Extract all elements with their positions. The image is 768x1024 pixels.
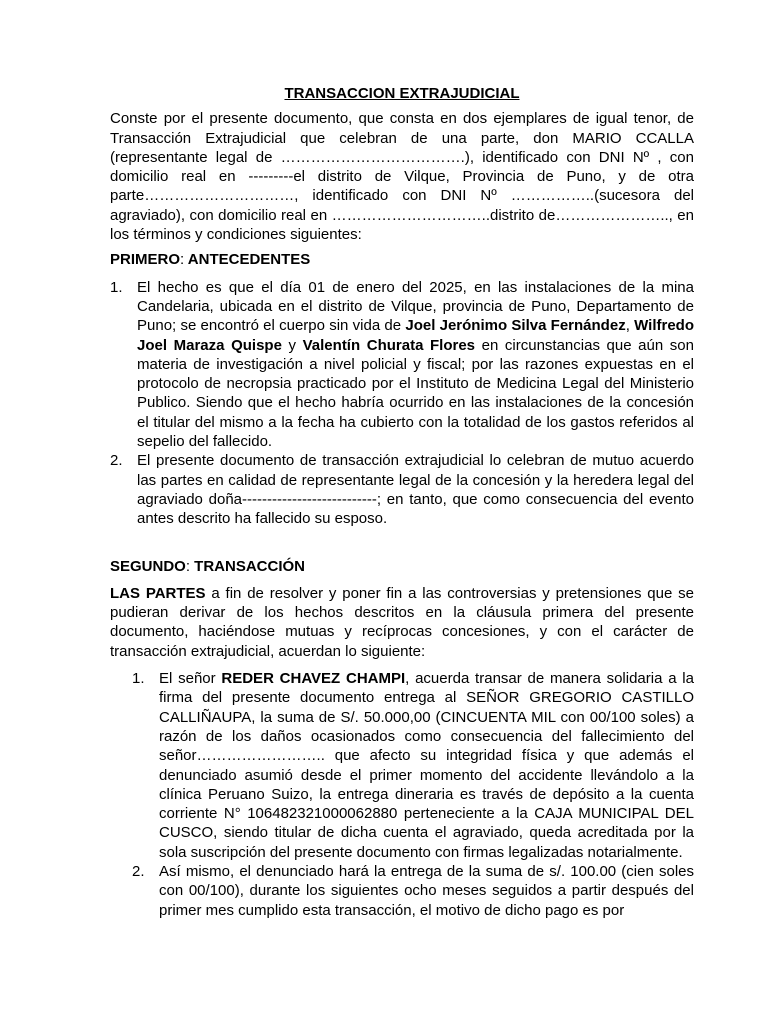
primero-item-1-text-a: El hecho es que el día 01 de enero del 2025, en las instalaciones de la mina Candelaria, ubicada en el distrito de Vilque, provincia de Puno, Departamento de Puno; se encontró el cuerpo sin vida de: [137, 278, 694, 335]
document-title: TRANSACCION EXTRAJUDICIAL: [284, 85, 520, 102]
primero-item-1-text-c: y: [281, 336, 303, 354]
las-partes-label: LAS PARTES: [110, 584, 206, 602]
list-number: 1.: [132, 670, 145, 688]
list-number: 1.: [110, 278, 123, 296]
section-primero-title: ANTECEDENTES: [184, 251, 311, 269]
segundo-item-1-text: , acuerda transar de manera solidaria a la firma del presente documento entrega al SEÑOR GREGORIO CASTILLO CALLIÑAUPA, la suma de S/. 50.000,00 (CINCUENTA MIL con 00/100 soles) a razón de los daños ocasionados como consecuencia del fallecimiento del señor…………………….. que afecto su integridad física y que además el denunciado asumió desde el primer momento del accidente llevándolo a la clínica Peruano Suizo, la entrega dineraria es través de depósito a la cuenta corriente N° 106482321000062880 perteneciente a la CAJA MUNICIPAL DEL CUSCO, siendo titular de dicha cuenta el agraviado, queda acreditada por la sola suscripción del presente documento con firmas legalizadas notarialmente.: [159, 670, 694, 861]
party-name: REDER CHAVEZ CHAMPI: [221, 670, 406, 688]
segundo-paragraph-text: a fin de resolver y poner fin a las controversias y pretensiones que se pudieran derivar de los hechos descritos en la cláusula primera del presente documento, haciéndose mutuas y recíprocas concesiones, y con el carácter de transacción extrajudicial, acuerdan lo siguiente:: [110, 584, 694, 660]
segundo-list: [132, 669, 694, 920]
section-segundo-colon: :: [185, 557, 191, 575]
segundo-item-2: [132, 862, 694, 920]
section-primero-colon: :: [180, 251, 185, 269]
intro-paragraph: Conste por el presente documento, que consta en dos ejemplares de igual tenor, de Transacción Extrajudicial que celebran de una parte, don MARIO CCALLA (representante legal de ……………………………….), identificado con DNI Nº , con domicilio real en ---------el distrito de Vilque, Provincia de Puno, y de otra parte…………………………, identificado con DNI Nº ……………..(sucesora del agraviado), con domicilio real en …………………………..distrito de………………….., en los términos y condiciones siguientes:: [110, 110, 694, 244]
section-primero-label: PRIMERO: [110, 251, 181, 269]
segundo-item-1: [132, 669, 694, 862]
section-primero-heading: [110, 250, 694, 269]
primero-item-1-text-b: ,: [625, 317, 635, 335]
primero-list: [110, 278, 694, 529]
primero-item-1-text-d: en circunstancias que aún son materia de investigación a nivel policial y fiscal; por las razones expuestas en el protocolo de necropsia practicado por el Instituto de Medicina Legal del Ministerio Publico. Siendo que el hecho habría ocurrido en las instalaciones de la concesión el titular del mismo a la fecha ha cubierto con la totalidad de los gastos referidos al sepelio del fallecido.: [137, 336, 694, 451]
section-segundo-heading: [110, 557, 694, 576]
document-page: [110, 84, 694, 920]
list-number: 2.: [132, 862, 145, 880]
victim-name-1: Joel Jerónimo Silva Fernández: [405, 317, 626, 335]
section-segundo-label: SEGUNDO: [110, 557, 186, 575]
list-number: 2.: [110, 452, 123, 470]
primero-item-2-text: El presente documento de transacción extrajudicial lo celebran de mutuo acuerdo las partes en calidad de representante legal de la concesión y la heredera legal del agraviado doña---------------------------; en tanto, que como consecuencia del evento antes descrito ha fallecido su esposo.: [137, 452, 694, 528]
segundo-paragraph: [110, 584, 694, 661]
segundo-item-1-pre: El señor: [159, 670, 222, 688]
segundo-item-2-text: Así mismo, el denunciado hará la entrega de la suma de s/. 100.00 (cien soles con 00/100), durante los siguientes ocho meses seguidos a partir después del primer mes cumplido esta transacción, el motivo de dicho pago es por: [159, 862, 694, 919]
primero-item-2: [110, 451, 694, 528]
section-segundo-title: TRANSACCIÓN: [190, 557, 306, 575]
victim-name-2: Wilfredo Joel Maraza Quispe: [137, 317, 694, 354]
primero-item-1: [110, 278, 694, 452]
victim-name-3: Valentín Churata Flores: [302, 336, 476, 354]
